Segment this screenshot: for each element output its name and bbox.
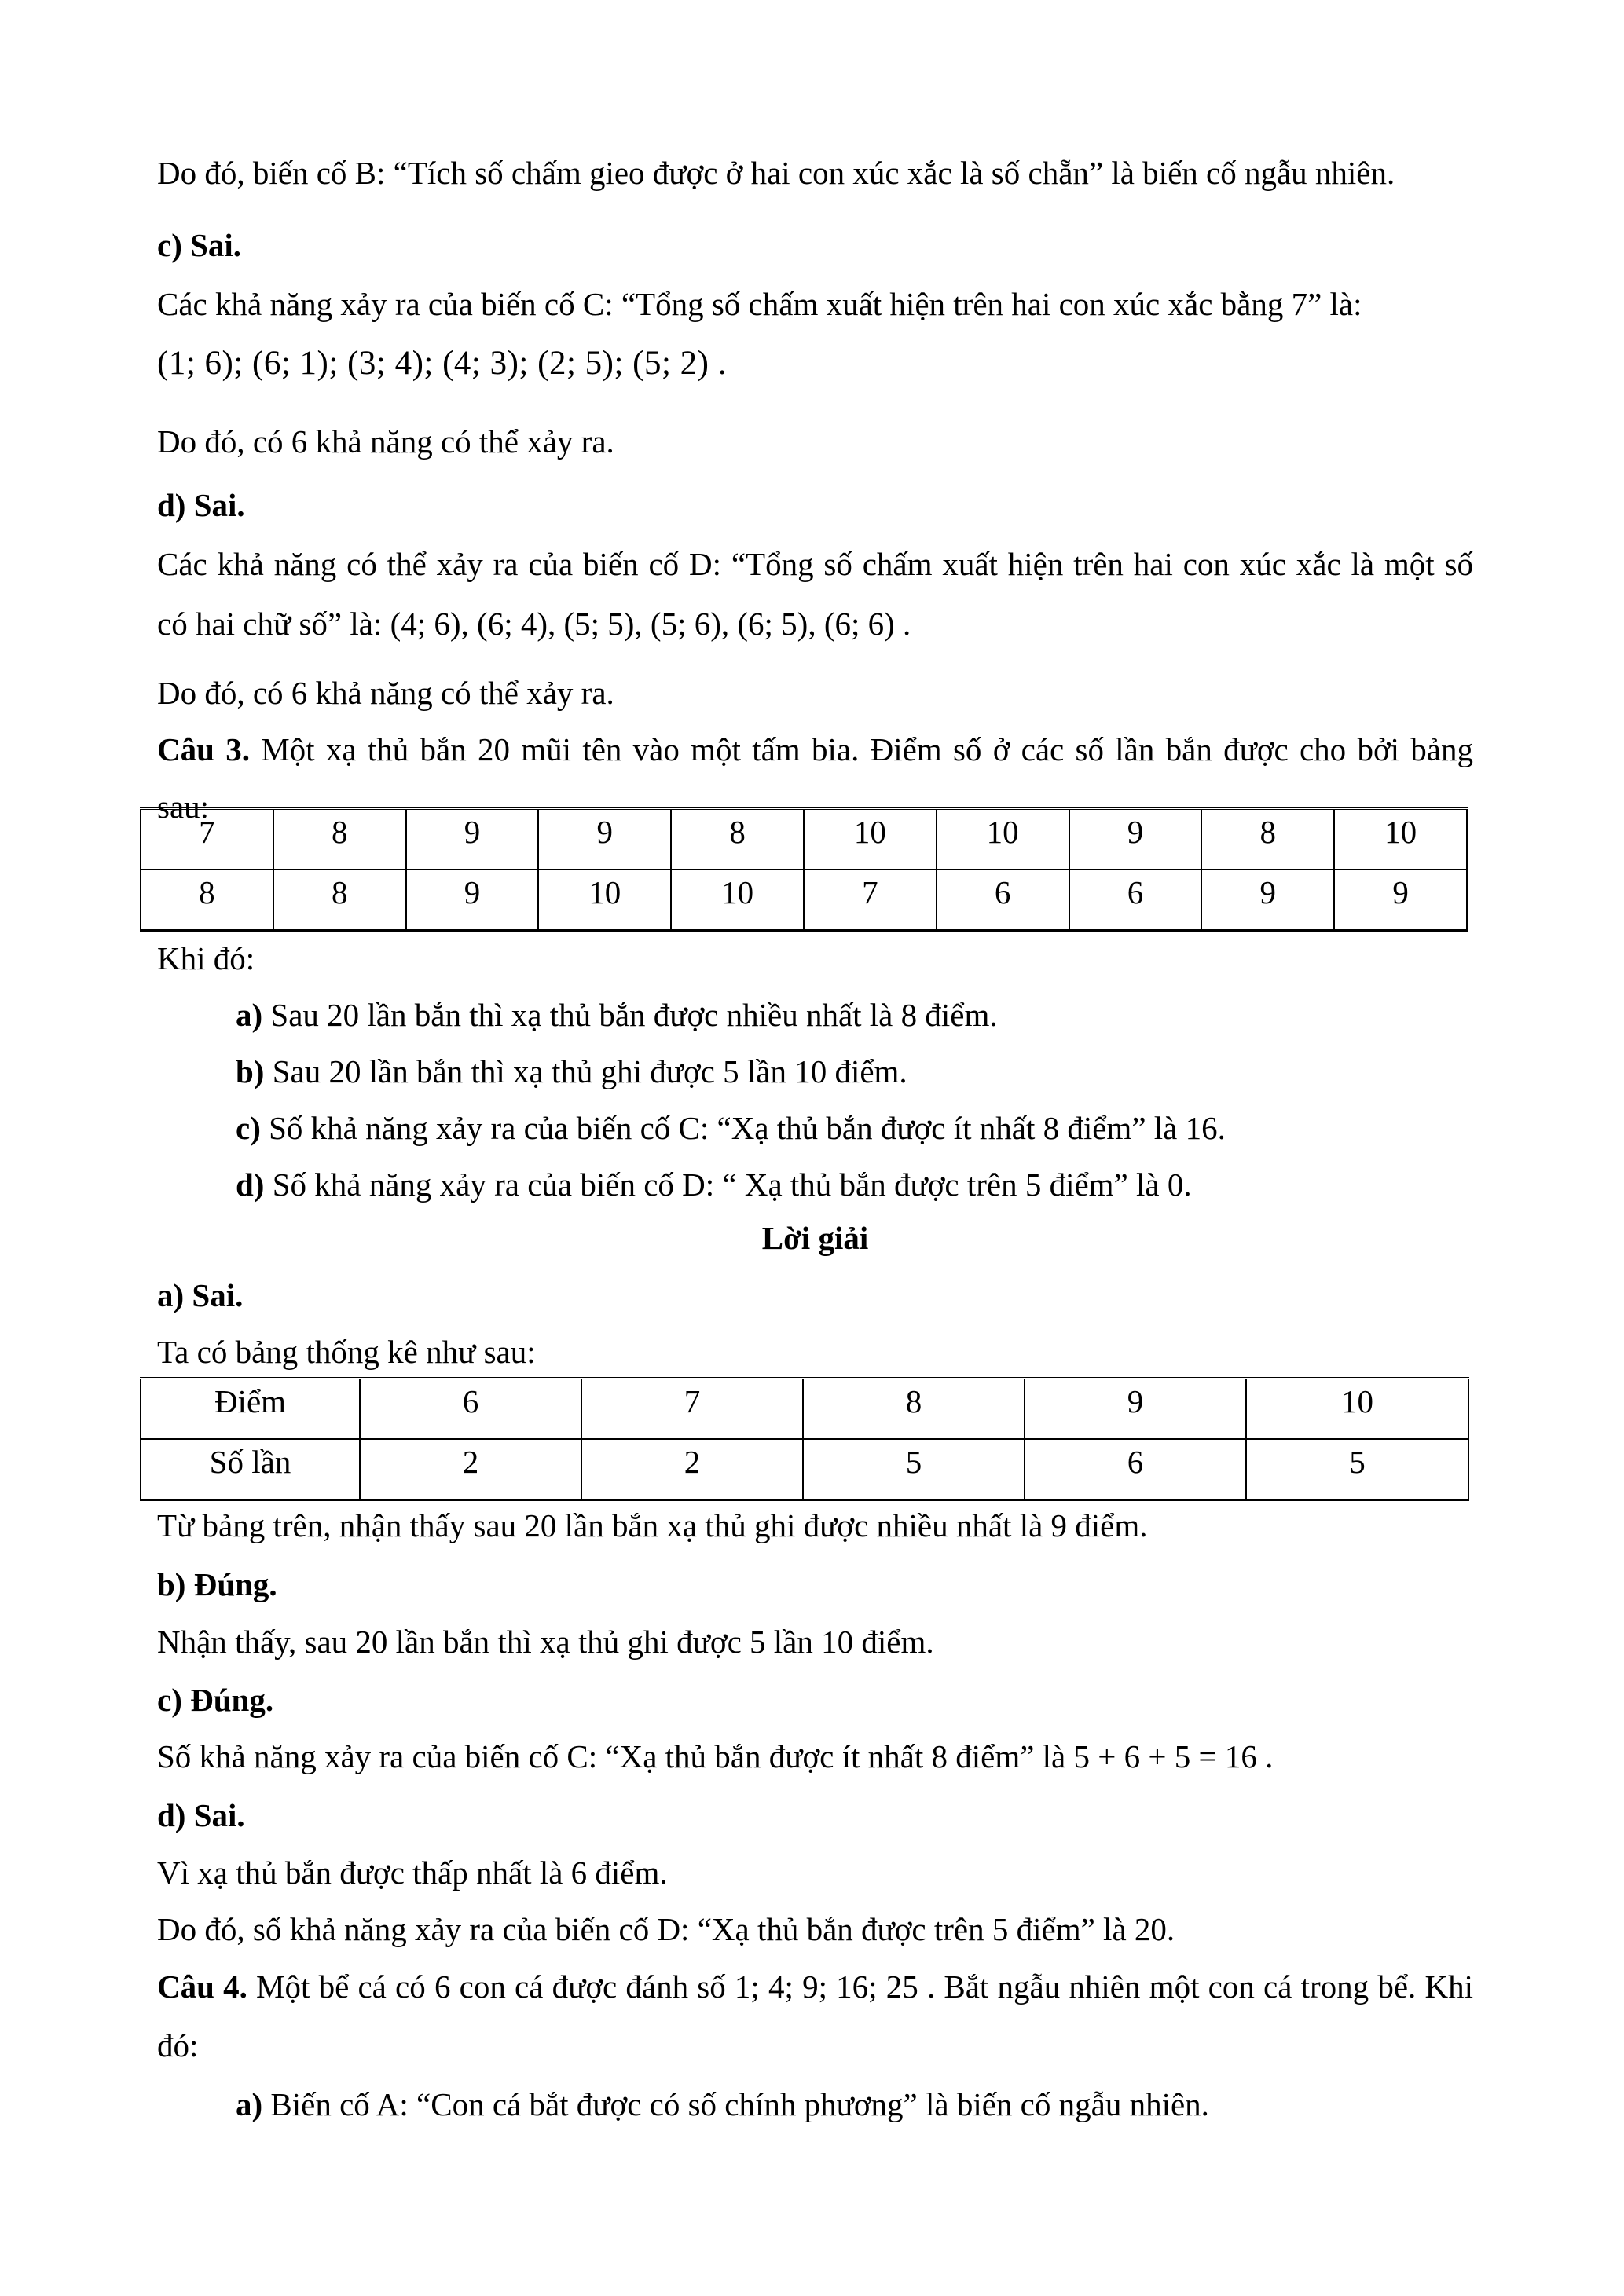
table-header-cell: Điểm: [141, 1379, 360, 1440]
line-text: Do đó, có 6 khả năng có thể xảy ra.: [157, 423, 614, 460]
text-line: [157, 1333, 1473, 1371]
table-cell: 9: [1069, 809, 1202, 870]
question-3-line: [157, 731, 1473, 769]
line-bold: a) Sai.: [157, 1277, 244, 1313]
table-cell: 8: [1201, 809, 1334, 870]
statement-b-line: [157, 1053, 1552, 1091]
line-text: Biến cố A: “Con cá bắt được có số chính phương” là biến cố ngẫu nhiên.: [262, 2086, 1209, 2122]
table-cell: 9: [538, 809, 671, 870]
text-line: [157, 2027, 1473, 2065]
table-cell: 7: [141, 809, 273, 870]
line-text: Do đó, biến cố B: “Tích số chấm gieo được ở hai con xúc xắc là số chẵn” là biến cố ngẫu nhiên.: [157, 155, 1395, 191]
table-cell: 8: [273, 809, 406, 870]
table-cell: 8: [803, 1379, 1025, 1440]
line-text: Sau 20 lần bắn thì xạ thủ bắn được nhiều nhất là 8 điểm.: [262, 997, 998, 1033]
line-text: Từ bảng trên, nhận thấy sau 20 lần bắn xạ thủ ghi được nhiều nhất là 9 điểm.: [157, 1507, 1148, 1543]
line-text: Các khả năng xảy ra của biến cố C: “Tổng số chấm xuất hiện trên hai con xúc xắc bằng 7” là:: [157, 286, 1362, 322]
line-text: Vì xạ thủ bắn được thấp nhất là 6 điểm.: [157, 1855, 668, 1891]
table-row: [141, 1379, 1468, 1440]
line-bold: d) Sai.: [157, 487, 245, 523]
line-text: Khi đó:: [157, 940, 255, 976]
table-cell: 5: [803, 1439, 1025, 1500]
line-text: Một xạ thủ bắn 20 mũi tên vào một tấm bia. Điểm số ở các số lần bắn được cho bởi bảng: [249, 731, 1473, 767]
line-text: Do đó, số khả năng xảy ra của biến cố D: “Xạ thủ bắn được trên 5 điểm” là 20.: [157, 1911, 1175, 1947]
text-line: [157, 674, 1473, 712]
table-header-cell: Số lần: [141, 1439, 360, 1500]
table-cell: 7: [804, 870, 937, 931]
frequency-table: [140, 1377, 1469, 1501]
statement-d-line: [157, 1166, 1552, 1204]
text-line: [157, 545, 1473, 584]
table-cell: 8: [141, 870, 273, 931]
line-text: Sau 20 lần bắn thì xạ thủ ghi được 5 lần 10 điểm.: [264, 1053, 907, 1089]
table-cell: 10: [804, 809, 937, 870]
table-cell: 6: [360, 1379, 581, 1440]
line-bold: c): [236, 1110, 261, 1146]
solution-heading: [157, 1219, 1473, 1258]
statement-c-line: [157, 1109, 1552, 1148]
table-cell: 6: [937, 870, 1069, 931]
table-row: [141, 870, 1467, 931]
scores-table: [140, 807, 1468, 932]
line-bold: d): [236, 1166, 265, 1203]
line-bold: a): [236, 2086, 263, 2122]
text-line: [157, 1910, 1473, 1949]
line-text: đó:: [157, 2027, 199, 2063]
table-cell: 10: [1246, 1379, 1468, 1440]
line-bold: c) Sai.: [157, 227, 242, 263]
table-cell: 9: [406, 870, 539, 931]
table-row: [141, 1439, 1468, 1500]
line-text: Do đó, có 6 khả năng có thể xảy ra.: [157, 675, 614, 711]
table-cell: 10: [538, 870, 671, 931]
line-text: có hai chữ số” là: (4; 6), (6; 4), (5; 5), (5; 6), (6; 5), (6; 6) .: [157, 606, 911, 642]
line-text: sau:: [157, 789, 210, 825]
table-row: [141, 809, 1467, 870]
line-bold: Câu 3.: [157, 731, 250, 767]
line-bold: c) Đúng.: [157, 1682, 274, 1718]
text-line: [157, 226, 1473, 265]
table-cell: 9: [1025, 1379, 1246, 1440]
text-line: [157, 423, 1473, 461]
line-text: Các khả năng có thể xảy ra của biến cố D: “Tổng số chấm xuất hiện trên hai con xúc xắc là một số: [157, 546, 1473, 582]
question-4-line: [157, 1968, 1473, 2006]
table-cell: 9: [406, 809, 539, 870]
line-bold: Câu 4.: [157, 1968, 247, 2005]
text-line: [157, 1738, 1473, 1776]
table-cell: 2: [581, 1439, 803, 1500]
line-text: Số khả năng xảy ra của biến cố C: “Xạ thủ bắn được ít nhất 8 điểm” là 5 + 6 + 5 = 16 .: [157, 1738, 1274, 1774]
table-cell: 10: [937, 809, 1069, 870]
table-cell: 9: [1334, 870, 1467, 931]
table-cell: 8: [671, 809, 804, 870]
text-line: [157, 285, 1473, 324]
text-line: [157, 1623, 1473, 1661]
text-line: [157, 605, 1473, 643]
text-line: [157, 939, 1473, 978]
table-cell: 8: [273, 870, 406, 931]
text-line: [157, 1854, 1473, 1892]
table-cell: 9: [1201, 870, 1334, 931]
text-line: [157, 154, 1473, 192]
text-line: [157, 1796, 1473, 1835]
line-text: Nhận thấy, sau 20 lần bắn thì xạ thủ ghi được 5 lần 10 điểm.: [157, 1624, 934, 1660]
line-bold: b) Đúng.: [157, 1566, 277, 1602]
line-bold: d) Sai.: [157, 1797, 245, 1833]
line-bold: a): [236, 997, 263, 1033]
table-cell: 6: [1025, 1439, 1246, 1500]
table-cell: 2: [360, 1439, 581, 1500]
table-cell: 5: [1246, 1439, 1468, 1500]
text-line: [157, 1507, 1473, 1545]
table-cell: 10: [1334, 809, 1467, 870]
table-cell: 7: [581, 1379, 803, 1440]
text-line: [157, 486, 1473, 525]
line-text: Số khả năng xảy ra của biến cố D: “ Xạ thủ bắn được trên 5 điểm” là 0.: [264, 1166, 1192, 1203]
table-cell: 10: [671, 870, 804, 931]
line-text: (1; 6); (6; 1); (3; 4); (4; 3); (2; 5); (5; 2) .: [157, 345, 727, 382]
statement-a-line: [157, 2085, 1552, 2124]
line-bold: b): [236, 1053, 265, 1089]
text-line: [157, 1565, 1473, 1604]
line-bold: Lời giải: [761, 1220, 869, 1256]
text-line: [157, 1276, 1473, 1315]
statement-a-line: [157, 996, 1552, 1034]
line-text: Ta có bảng thống kê như sau:: [157, 1334, 536, 1370]
line-text: Một bể cá có 6 con cá được đánh số 1; 4; 9; 16; 25 . Bắt ngẫu nhiên một con cá trong bể. Khi: [247, 1968, 1473, 2005]
text-line: [157, 1681, 1473, 1719]
line-text: Số khả năng xảy ra của biến cố C: “Xạ thủ bắn được ít nhất 8 điểm” là 16.: [260, 1110, 1226, 1146]
table-cell: 6: [1069, 870, 1202, 931]
math-line: [157, 343, 1473, 384]
